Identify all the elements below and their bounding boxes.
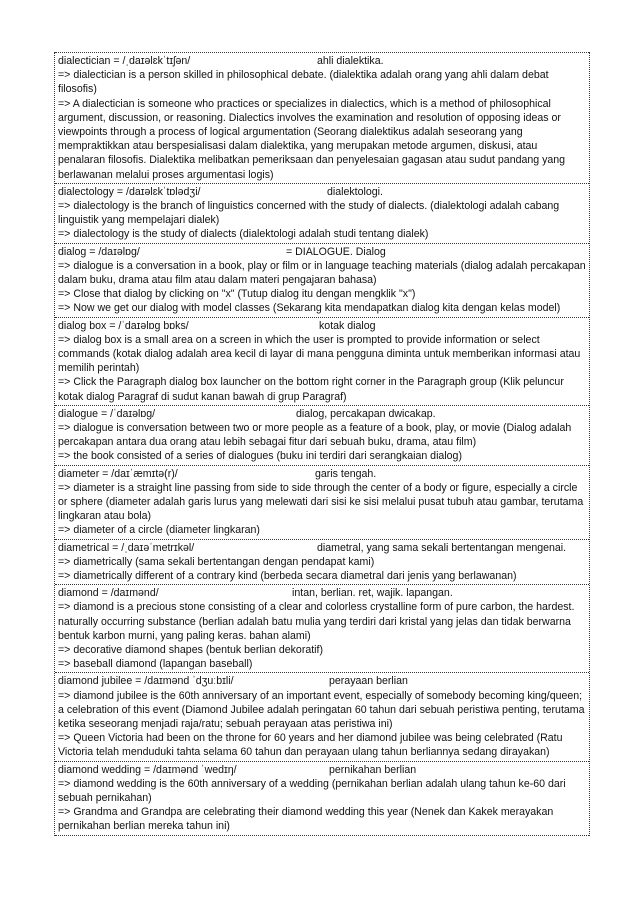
entry-meaning: kotak dialog [319,319,376,332]
entry-line: => diamond is a precious stone consisting of a clear and colorless crystalline form of pure carbon, the hardest. naturally occurring substance (berlian adalah batu mulia yang terdiri dari kristal yang jelas dan tidak berwarna bentuk karbon murni, yang paling keras. bahan alami) [58,601,575,642]
entry-line: => Close that dialog by clicking on "x" (Tutup dialog itu dengan mengklik "x") [58,288,416,301]
entry-dialectician [55,52,589,183]
entry-line: => Grandma and Grandpa are celebrating their diamond wedding this year (Nenek dan Kakek merayakan pernikahan berlian mereka tahun ini) [58,806,554,833]
entry-dialogue [55,405,589,465]
entry-term: dialogue = /ˈdaɪəlɒg/ [58,407,156,420]
entry-diametrical [55,539,589,585]
entry-diamond [55,584,589,672]
entry-term: diamond = /daɪmənd/ [58,587,159,600]
entry-line: => the book consisted of a series of dialogues (buku ini terdiri dari serangkaian dialog) [58,450,462,463]
entry-meaning: dialektologi. [327,185,383,198]
entry-line: => dialog box is a small area on a screen in which the user is prompted to provide information or select commands (kotak dialog adalah area kecil di layar di mana pengguna diminta untuk memberikan informasi atau memilih perintah) [58,333,581,375]
entry-dialog [55,243,589,317]
entry-line: => A dialectician is someone who practices or specializes in dialectics, which is a method of philosophical argument, discussion, or reasoning. Dialectics involves the examination and resolution of opposing ideas or viewpoints through a process of logical argumentation (Seorang dialektikus adalah seseorang yang mempraktikkan atau berspesialisasi dalam dialektika, yang merupakan metode argumen, diskusi, atau penalaran filosofis. Dialektika melibatkan pemeriksaan dan penyelesaian gagasan atau sudut pandang yang berlawanan melalui proses argumentasi logis) [58,97,566,181]
entry-line: => diamond jubilee is the 60th anniversary of an important event, especially of somebody becoming king/queen; a celebration of this event (Diamond Jubilee adalah peringatan 60 tahun dari sebuah peristiwa penting, terutama ketika seseorang menjadi raja/ratu; sebuah perayaan atas peristiwa ini) [58,689,585,730]
entry-term: diametrical = /ˌdaɪəˈmetrɪkəl/ [58,541,195,554]
entry-meaning: perayaan berlian [329,675,408,688]
entry-diamond-wedding [55,761,589,836]
entry-line: => dialectology is the branch of linguistics concerned with the study of dialects. (dialektologi adalah cabang linguistik yang mempelajari dialek) [58,200,560,227]
entry-dialectology [55,183,589,243]
entry-line: => dialogue is conversation between two or more people as a feature of a book, play, or movie (Dialog adalah percakapan antara dua orang atau lebih sebagai fitur dari sebuah buku, drama, atau film) [58,422,572,449]
entry-meaning: = DIALOGUE. Dialog [286,245,386,258]
entry-line: => Now we get our dialog with model classes (Sekarang kita mendapatkan dialog kita dengan kelas model) [58,302,561,315]
entry-term: dialectology = /daɪəlɛkˈtɒlədʒi/ [58,185,201,198]
entry-line: => diameter is a straight line passing from side to side through the center of a body or figure, especially a circle or sphere (diameter adalah garis lurus yang melewati dari sisi ke sisi melalui pusat tubuh atau gambar, terutama lingkaran atau bola) [58,481,584,523]
entry-meaning: ahli dialektika. [317,55,384,67]
entry-line: => Click the Paragraph dialog box launcher on the bottom right corner in the Paragraph group (Klik peluncur kotak dialog Paragraf di sudut kanan bawah di grup Paragraf) [58,376,564,403]
entry-meaning: intan, berlian. ret, wajik. lapangan. [292,587,453,600]
entry-line: => diamond wedding is the 60th anniversary of a wedding (pernikahan berlian adalah ulang tahun ke-60 dari sebuah pernikahan) [58,777,566,804]
entry-line: => dialectology is the study of dialects (dialektologi adalah studi tentang dialek) [58,228,429,241]
entry-term: diameter = /daɪˈæmɪtə(r)/ [58,467,178,480]
entry-line: => baseball diamond (lapangan baseball) [58,658,253,671]
entry-term: diamond wedding = /daɪmənd ˈwedɪŋ/ [58,763,237,776]
entry-term: dialectician = /ˌdaɪəlɛkˈtɪʃən/ [58,55,191,67]
entry-line: => decorative diamond shapes (bentuk berlian dekoratif) [58,644,324,656]
entry-meaning: garis tengah. [315,467,377,480]
entry-meaning: dialog, percakapan dwicakap. [296,407,436,420]
entry-meaning: pernikahan berlian [329,763,417,776]
entry-line: => diametrically (sama sekali bertentangan dengan pendapat kami) [58,555,375,568]
entry-diamond-jubilee [55,672,589,760]
entry-line: => dialectician is a person skilled in philosophical debate. (dialektika adalah orang yang ahli dalam debat filosofis) [58,69,549,96]
dictionary-page [54,52,590,836]
entry-line: => diameter of a circle (diameter lingkaran) [58,524,260,537]
entry-diameter [55,465,589,539]
entry-line: => diametrically different of a contrary kind (berbeda secara diametral dari jenis yang berlawanan) [58,570,517,582]
entry-term: diamond jubilee = /daɪmənd ˈdʒuːbɪli/ [58,675,234,688]
entry-term: dialog = /daɪəlɒg/ [58,245,140,258]
entry-line: => Queen Victoria had been on the throne for 60 years and her diamond jubilee was being celebrated (Ratu Victoria telah menduduki tahta selama 60 tahun dan perayaan ulang tahun berliannya sedang dirayakan) [58,732,563,759]
entry-line: => dialogue is a conversation in a book, play or film or in language teaching materials (dialog adalah percakapan dalam buku, drama atau film atau dalam materi pengajaran bahasa) [58,259,586,286]
entry-dialog-box [55,317,589,405]
entry-meaning: diametral, yang sama sekali bertentangan mengenai. [317,541,567,554]
entry-term: dialog box = /ˈdaɪəlɒg bɒks/ [58,319,189,332]
